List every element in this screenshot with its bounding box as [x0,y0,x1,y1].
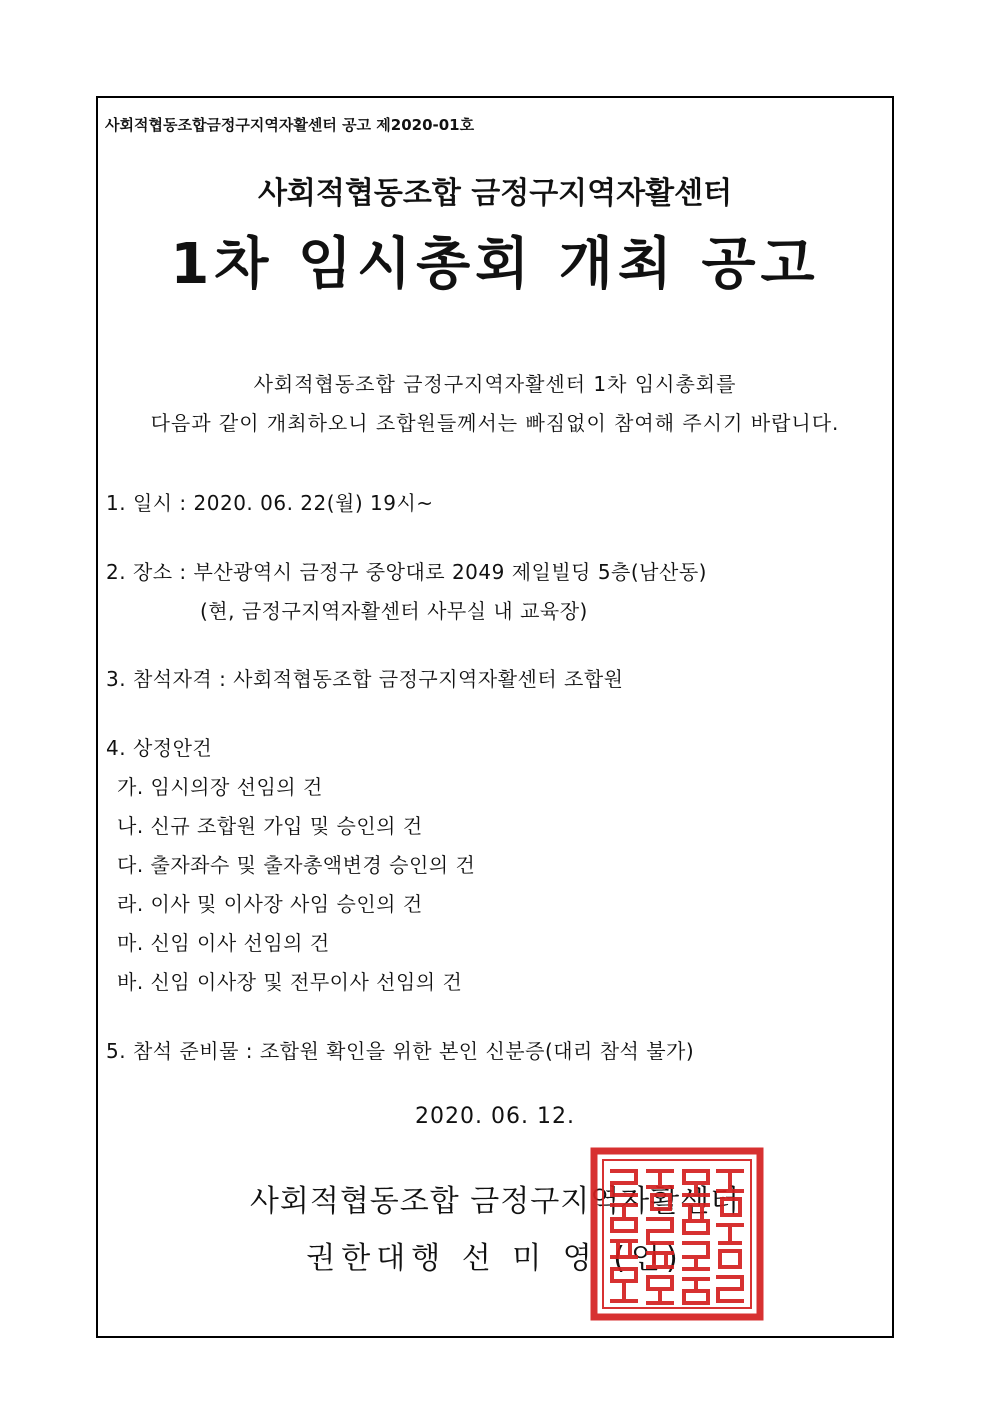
signature-organization: 사회적협동조합 금정구지역자활센터 [249,1184,741,1219]
item-place-note: (현, 금정구지역자활센터 사무실 내 교육장) [200,599,588,623]
agenda-item: 바. 신임 이사장 및 전무이사 선임의 건 [117,970,463,994]
item-place: 2. 장소 : 부산광역시 금정구 중앙대로 2049 제일빌딩 5층(남산동) [106,560,707,584]
notice-date: 2020. 06. 12. [415,1104,575,1129]
intro-line-1: 사회적협동조합 금정구지역자활센터 1차 임시총회를 [253,372,737,396]
agenda-item: 다. 출자좌수 및 출자총액변경 승인의 건 [117,853,476,877]
agenda-item: 나. 신규 조합원 가입 및 승인의 건 [117,814,423,838]
item-materials: 5. 참석 준비물 : 조합원 확인을 위한 본인 신분증(대리 참석 불가) [106,1039,695,1063]
agenda-item: 마. 신임 이사 선임의 건 [117,931,330,955]
intro-line-2: 다음과 같이 개최하오니 조합원들께서는 빠짐없이 참여해 주시기 바랍니다. [150,411,840,435]
agenda-item: 가. 임시의장 선임의 건 [117,775,323,799]
signature-name: 권한대행 선 미 영 (인) [306,1241,684,1276]
notice-number: 사회적협동조합금정구지역자활센터 공고 제2020-01호 [105,116,475,134]
main-title: 1차 임시총회 개최 공고 [170,232,820,297]
agenda-item: 라. 이사 및 이사장 사임 승인의 건 [117,892,423,916]
organization-title: 사회적협동조합 금정구지역자활센터 [257,176,733,211]
item-agenda-heading: 4. 상정안건 [106,736,213,760]
official-seal [590,1147,764,1321]
item-datetime: 1. 일시 : 2020. 06. 22(월) 19시~ [106,491,434,515]
item-eligibility: 3. 참석자격 : 사회적협동조합 금정구지역자활센터 조합원 [106,667,624,691]
